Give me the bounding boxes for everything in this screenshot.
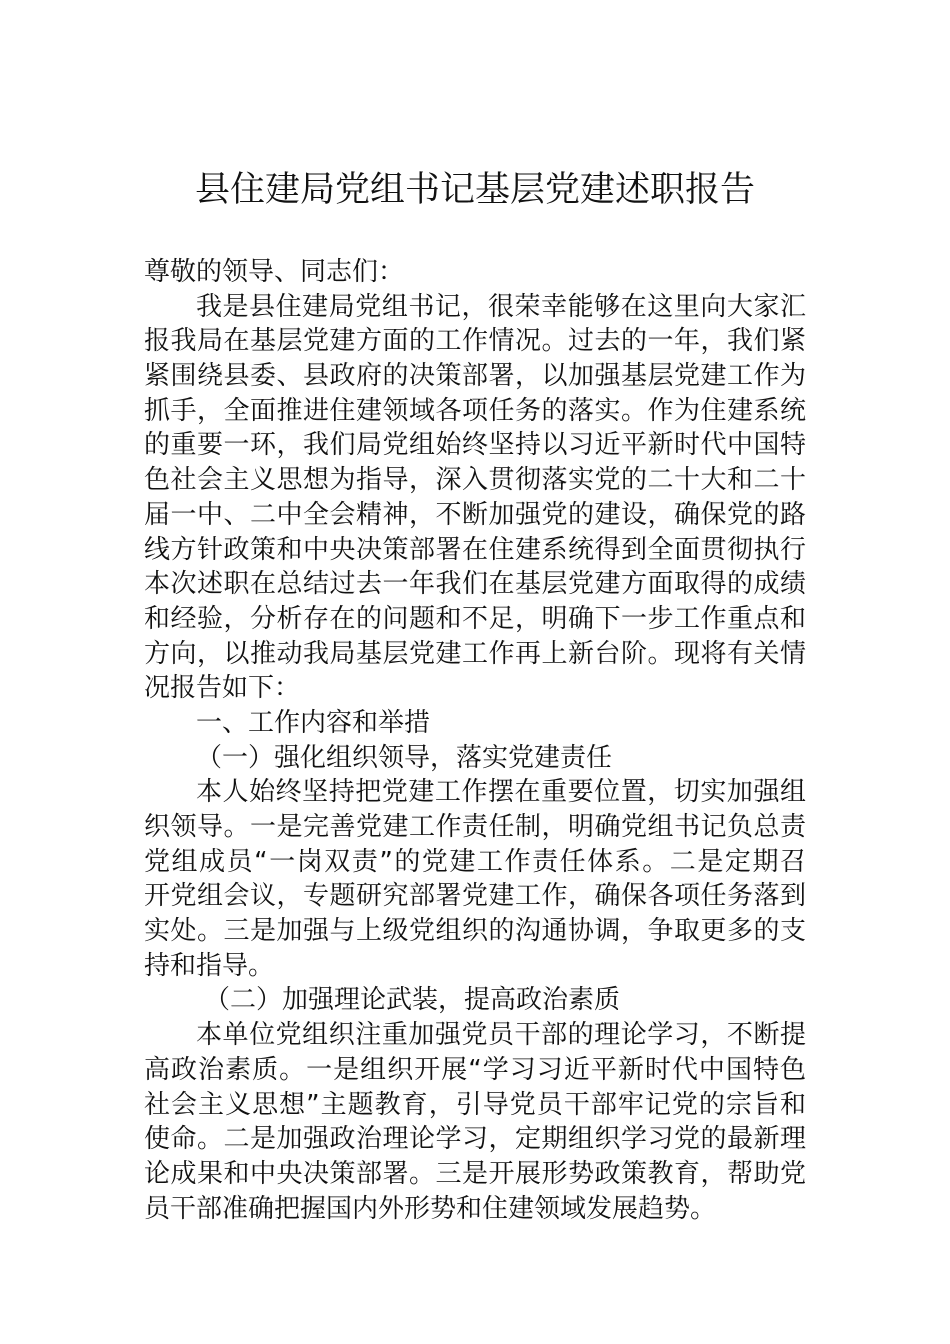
paragraph-line: 抓手，全面推进住建领域各项任务的落实。作为住建系统 <box>144 395 806 426</box>
paragraph-line: 紧围绕县委、县政府的决策部署，以加强基层党建工作为 <box>144 361 806 392</box>
paragraph-line: 方向，以推动我局基层党建工作再上新台阶。现将有关情 <box>144 638 806 669</box>
section-heading: 一、工作内容和举措 <box>196 707 431 738</box>
paragraph-line: 报我局在基层党建方面的工作情况。过去的一年，我们紧 <box>144 326 806 357</box>
paragraph-line: 织领导。一是完善党建工作责任制，明确党组书记负总责 <box>144 812 806 842</box>
paragraph-line: 本单位党组织注重加强党员干部的理论学习，不断提 <box>196 1020 806 1051</box>
subsection-heading: （一）强化组织领导，落实党建责任 <box>196 742 613 773</box>
paragraph-line: 和经验，分析存在的问题和不足，明确下一步工作重点和 <box>144 603 806 634</box>
paragraph-line: 本人始终坚持把党建工作摆在重要位置，切实加强组 <box>196 777 806 808</box>
paragraph-line: 况报告如下： <box>144 673 301 704</box>
paragraph-line: 高政治素质。一是组织开展“学习习近平新时代中国特色 <box>144 1054 806 1085</box>
paragraph-line: 我是县住建局党组书记，很荣幸能够在这里向大家汇 <box>196 291 806 322</box>
paragraph-line: 持和指导。 <box>144 950 275 981</box>
subsection-heading: （二）加强理论武装，提高政治素质 <box>204 985 621 1016</box>
salutation-line: 尊敬的领导、同志们： <box>144 257 405 287</box>
paragraph-line: 开党组会议，专题研究部署党建工作，确保各项任务落到 <box>144 881 806 912</box>
paragraph-line: 社会主义思想”主题教育，引导党员干部牢记党的宗旨和 <box>144 1089 806 1120</box>
paragraph-line: 论成果和中央决策部署。三是开展形势政策教育，帮助党 <box>144 1158 806 1189</box>
paragraph-line: 本次述职在总结过去一年我们在基层党建方面取得的成绩 <box>144 569 806 600</box>
paragraph-line: 党组成员“一岗双责”的党建工作责任体系。二是定期召 <box>144 846 806 877</box>
paragraph-line: 使命。二是加强政治理论学习，定期组织学习党的最新理 <box>144 1124 806 1155</box>
paragraph-line: 线方针政策和中央决策部署在住建系统得到全面贯彻执行 <box>144 534 806 565</box>
paragraph-line: 员干部准确把握国内外形势和住建领域发展趋势。 <box>144 1193 717 1224</box>
document-title: 县住建局党组书记基层党建述职报告 <box>194 170 755 210</box>
paragraph-line: 实处。三是加强与上级党组织的沟通协调，争取更多的支 <box>144 916 806 947</box>
paragraph-line: 色社会主义思想为指导，深入贯彻落实党的二十大和二十 <box>144 465 806 496</box>
paragraph-line: 届一中、二中全会精神，不断加强党的建设，确保党的路 <box>144 499 806 530</box>
paragraph-line: 的重要一环，我们局党组始终坚持以习近平新时代中国特 <box>144 430 806 461</box>
document-body <box>144 255 806 1226</box>
